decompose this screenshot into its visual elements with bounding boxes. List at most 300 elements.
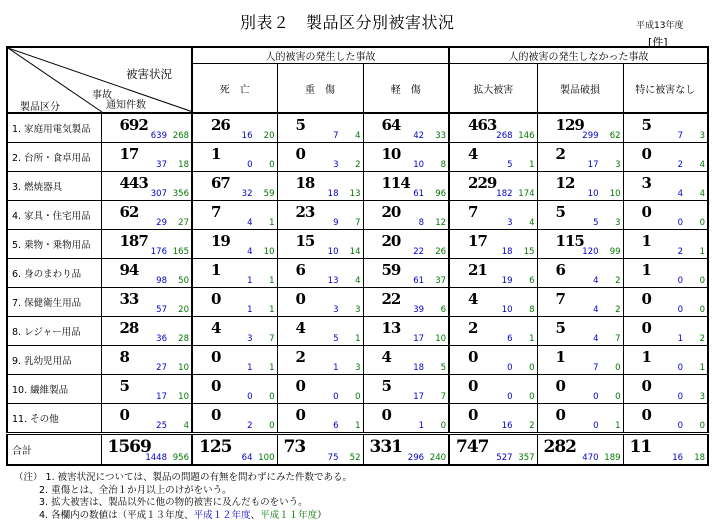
col-header-minor-injury: 軽 傷 (363, 64, 449, 114)
value-current: 6 (295, 261, 305, 279)
value-two-years-ago: 956 (172, 453, 189, 463)
value-two-years-ago: 5 (440, 363, 447, 373)
value-two-years-ago: 26 (435, 247, 447, 257)
value-prev-year: 18 (413, 363, 425, 373)
cell-product-damage (537, 201, 623, 230)
value-current: 2 (555, 145, 565, 163)
value-current: 28 (119, 319, 139, 337)
value-two-years-ago: 99 (609, 247, 621, 257)
cell-minor-injury (363, 113, 449, 143)
group-header-no-injury: 人的被害の発生しなかった事故 (449, 47, 708, 64)
value-two-years-ago: 8 (529, 305, 535, 315)
cell-total (101, 201, 192, 230)
cell-serious-injury (277, 375, 363, 404)
value-two-years-ago: 62 (609, 131, 621, 141)
cell-extended-damage (449, 288, 537, 317)
value-prev-year: 32 (241, 189, 253, 199)
value-current: 2 (468, 319, 478, 337)
value-prev-year: 176 (150, 247, 167, 257)
value-prev-year: 36 (156, 334, 167, 344)
value-prev-year: 10 (587, 189, 599, 199)
value-two-years-ago: 10 (178, 392, 189, 402)
value-two-years-ago: 1 (699, 363, 706, 373)
category-label: 4. 家具・住宅用品 (7, 201, 101, 230)
value-current: 1 (641, 348, 651, 366)
col-header-product-damage: 製品破損 (537, 64, 623, 114)
value-prev-year: 0 (677, 392, 684, 402)
value-current: 20 (381, 203, 401, 221)
value-current: 0 (381, 406, 391, 424)
cell-extended-damage (449, 230, 537, 259)
value-two-years-ago: 7 (269, 334, 275, 344)
cell-product-damage (537, 317, 623, 346)
note-1: 1. 被害状況については、製品の問題の有無を問わずにみた件数である。 (45, 472, 352, 483)
col-header-extended-damage: 拡大被害 (449, 64, 537, 114)
value-current: 0 (211, 377, 221, 395)
value-two-years-ago: 174 (518, 189, 535, 199)
table-row (7, 346, 708, 375)
value-current: 4 (468, 290, 478, 308)
value-two-years-ago: 20 (178, 305, 189, 315)
value-two-years-ago: 0 (269, 421, 275, 431)
value-current: 0 (468, 348, 478, 366)
value-current: 17 (468, 232, 487, 250)
value-two-years-ago: 0 (529, 363, 535, 373)
cell-total (101, 404, 192, 434)
cell-product-damage (537, 375, 623, 404)
table-row (7, 317, 708, 346)
value-two-years-ago: 3 (615, 218, 621, 228)
value-two-years-ago: 18 (178, 160, 189, 170)
value-prev-year: 22 (413, 247, 425, 257)
value-prev-year: 16 (241, 131, 253, 141)
value-current: 0 (119, 406, 129, 424)
corner-damage-status: 被害状況 (126, 67, 172, 81)
cell-product-damage (537, 434, 623, 466)
cell-minor-injury (363, 230, 449, 259)
value-current: 4 (381, 348, 391, 366)
table-row (7, 201, 708, 230)
cell-serious-injury (277, 288, 363, 317)
value-two-years-ago: 3 (615, 160, 621, 170)
value-prev-year: 0 (677, 305, 684, 315)
value-prev-year: 9 (333, 218, 339, 228)
value-current: 692 (119, 116, 148, 134)
notes (14, 472, 352, 522)
value-current: 33 (119, 290, 139, 308)
cell-serious-injury (277, 434, 363, 466)
value-two-years-ago: 37 (435, 276, 447, 286)
value-two-years-ago: 4 (699, 160, 706, 170)
cell-death (192, 230, 277, 259)
value-two-years-ago: 100 (258, 453, 275, 463)
value-current: 5 (381, 377, 391, 395)
value-current: 2 (295, 348, 305, 366)
value-prev-year: 10 (327, 247, 339, 257)
cell-extended-damage (449, 143, 537, 172)
value-prev-year: 61 (413, 276, 425, 286)
cell-total (101, 288, 192, 317)
cell-product-damage (537, 346, 623, 375)
value-current: 0 (295, 377, 305, 395)
category-label: 11. その他 (7, 404, 101, 434)
value-two-years-ago: 96 (435, 189, 447, 199)
cell-total (101, 113, 192, 143)
value-prev-year: 0 (593, 421, 599, 431)
value-two-years-ago: 0 (529, 392, 535, 402)
value-current: 115 (555, 232, 584, 250)
value-prev-year: 4 (593, 334, 599, 344)
value-current: 4 (295, 319, 305, 337)
value-prev-year: 0 (677, 218, 684, 228)
value-prev-year: 3 (333, 305, 339, 315)
value-two-years-ago: 13 (349, 189, 361, 199)
value-current: 0 (641, 290, 651, 308)
cell-serious-injury (277, 113, 363, 143)
cell-serious-injury (277, 201, 363, 230)
value-prev-year: 1448 (145, 453, 167, 463)
value-two-years-ago: 0 (699, 305, 706, 315)
fiscal-year-label: 平成13年度 (636, 21, 684, 31)
value-two-years-ago: 2 (529, 421, 535, 431)
value-two-years-ago: 4 (529, 218, 535, 228)
table-row (7, 172, 708, 201)
cell-total (101, 434, 192, 466)
cell-minor-injury (363, 404, 449, 434)
value-two-years-ago: 2 (699, 334, 706, 344)
cell-total (101, 259, 192, 288)
value-two-years-ago: 1 (269, 305, 275, 315)
cell-no-damage (623, 346, 708, 375)
value-current: 1 (641, 232, 651, 250)
value-two-years-ago: 14 (349, 247, 361, 257)
value-two-years-ago: 0 (699, 421, 706, 431)
value-current: 0 (211, 348, 221, 366)
cell-no-damage (623, 113, 708, 143)
value-prev-year: 296 (407, 453, 425, 463)
value-current: 0 (641, 203, 651, 221)
value-two-years-ago: 240 (429, 453, 447, 463)
value-two-years-ago: 2 (355, 160, 361, 170)
value-current: 0 (295, 406, 305, 424)
value-current: 114 (381, 174, 410, 192)
value-current: 15 (295, 232, 315, 250)
value-prev-year: 16 (672, 453, 684, 463)
cell-serious-injury (277, 143, 363, 172)
value-current: 13 (381, 319, 401, 337)
cell-no-damage (623, 404, 708, 434)
value-two-years-ago: 59 (263, 189, 275, 199)
cell-death (192, 143, 277, 172)
value-two-years-ago: 165 (172, 247, 189, 257)
value-current: 7 (468, 203, 478, 221)
note-4-close: ） (317, 509, 327, 521)
value-prev-year: 3 (507, 218, 513, 228)
value-two-years-ago: 4 (355, 131, 361, 141)
table-row (7, 230, 708, 259)
cell-minor-injury (363, 143, 449, 172)
value-two-years-ago: 4 (355, 276, 361, 286)
value-current: 1 (555, 348, 565, 366)
value-current: 1 (641, 261, 651, 279)
value-two-years-ago: 4 (699, 189, 706, 199)
cell-minor-injury (363, 346, 449, 375)
value-prev-year: 17 (413, 392, 425, 402)
value-prev-year: 182 (496, 189, 513, 199)
category-label: 9. 乳幼児用品 (7, 346, 101, 375)
value-current: 5 (119, 377, 129, 395)
cell-extended-damage (449, 201, 537, 230)
cell-extended-damage (449, 259, 537, 288)
value-current: 0 (641, 406, 651, 424)
value-two-years-ago: 3 (355, 305, 361, 315)
value-two-years-ago: 8 (440, 160, 447, 170)
note-2: 2. 重傷とは、全治１か月以上のけがをいう。 (39, 484, 232, 496)
value-two-years-ago: 357 (518, 453, 535, 463)
value-two-years-ago: 1 (269, 218, 275, 228)
value-two-years-ago: 0 (615, 363, 621, 373)
total-row (7, 434, 708, 466)
cell-minor-injury (363, 288, 449, 317)
cell-serious-injury (277, 259, 363, 288)
damage-table (6, 46, 709, 466)
cell-no-damage (623, 230, 708, 259)
cell-extended-damage (449, 172, 537, 201)
value-two-years-ago: 10 (435, 334, 447, 344)
value-two-years-ago: 50 (178, 276, 189, 286)
cell-product-damage (537, 172, 623, 201)
value-two-years-ago: 1 (355, 421, 361, 431)
value-two-years-ago: 189 (604, 453, 621, 463)
cell-serious-injury (277, 404, 363, 434)
value-prev-year: 17 (413, 334, 425, 344)
value-current: 0 (641, 319, 651, 337)
cell-death (192, 172, 277, 201)
cell-serious-injury (277, 172, 363, 201)
value-prev-year: 1 (247, 276, 253, 286)
cell-no-damage (623, 259, 708, 288)
value-two-years-ago: 1 (699, 247, 706, 257)
value-prev-year: 98 (156, 276, 167, 286)
value-current: 17 (119, 145, 139, 163)
value-two-years-ago: 2 (615, 276, 621, 286)
value-prev-year: 18 (501, 247, 513, 257)
note-4 (14, 510, 352, 523)
value-prev-year: 37 (156, 160, 167, 170)
value-prev-year: 4 (247, 218, 253, 228)
category-label: 8. レジャー用品 (7, 317, 101, 346)
value-prev-year: 5 (507, 160, 513, 170)
value-prev-year: 1 (247, 363, 253, 373)
col-header-death: 死 亡 (192, 64, 277, 114)
value-prev-year: 5 (593, 218, 599, 228)
value-prev-year: 8 (418, 218, 425, 228)
cell-no-damage (623, 201, 708, 230)
table-row (7, 143, 708, 172)
value-prev-year: 4 (593, 276, 599, 286)
value-current: 4 (468, 145, 478, 163)
cell-product-damage (537, 288, 623, 317)
value-prev-year: 29 (156, 218, 167, 228)
cell-no-damage (623, 172, 708, 201)
value-current: 64 (381, 116, 401, 134)
value-current: 0 (641, 377, 651, 395)
value-prev-year: 0 (507, 392, 513, 402)
value-prev-year: 0 (677, 363, 684, 373)
value-current: 8 (119, 348, 129, 366)
value-current: 1 (211, 145, 221, 163)
cell-extended-damage (449, 346, 537, 375)
cell-product-damage (537, 404, 623, 434)
group-header-injury: 人的被害の発生した事故 (192, 47, 449, 64)
category-label: 7. 保健衛生用品 (7, 288, 101, 317)
corner-product-category: 製品区分 (20, 102, 60, 113)
value-two-years-ago: 52 (349, 453, 361, 463)
category-label: 1. 家庭用電気製品 (7, 113, 101, 143)
value-current: 463 (468, 116, 497, 134)
value-current: 7 (211, 203, 221, 221)
cell-extended-damage (449, 317, 537, 346)
cell-minor-injury (363, 434, 449, 466)
value-prev-year: 42 (413, 131, 425, 141)
value-two-years-ago: 27 (178, 218, 189, 228)
value-two-years-ago: 3 (699, 131, 706, 141)
corner-notification-count: 通知件数 (106, 100, 146, 111)
value-prev-year: 1 (333, 363, 339, 373)
value-two-years-ago: 33 (435, 131, 447, 141)
value-two-years-ago: 146 (518, 131, 535, 141)
value-current: 20 (381, 232, 401, 250)
value-prev-year: 27 (156, 363, 167, 373)
value-current: 0 (295, 290, 305, 308)
value-two-years-ago: 1 (529, 160, 535, 170)
cell-serious-injury (277, 317, 363, 346)
value-two-years-ago: 15 (523, 247, 535, 257)
value-prev-year: 61 (413, 189, 425, 199)
cell-death (192, 375, 277, 404)
value-two-years-ago: 18 (694, 453, 706, 463)
note-4-sep: 、 (250, 509, 261, 521)
value-current: 11 (629, 437, 652, 457)
value-prev-year: 0 (247, 392, 253, 402)
col-header-serious-injury: 重 傷 (277, 64, 363, 114)
value-prev-year: 1 (677, 334, 684, 344)
cell-total (101, 375, 192, 404)
category-label: 10. 繊維製品 (7, 375, 101, 404)
value-two-years-ago: 7 (440, 392, 447, 402)
cell-serious-injury (277, 230, 363, 259)
value-prev-year: 0 (247, 160, 253, 170)
value-prev-year: 0 (677, 276, 684, 286)
category-label: 6. 身のまわり品 (7, 259, 101, 288)
unit-label: [件] (648, 36, 668, 49)
value-two-years-ago: 6 (529, 276, 535, 286)
cell-total (101, 317, 192, 346)
value-prev-year: 6 (333, 421, 339, 431)
cell-no-damage (623, 375, 708, 404)
value-current: 0 (641, 145, 651, 163)
value-two-years-ago: 0 (699, 218, 706, 228)
cell-no-damage (623, 143, 708, 172)
cell-product-damage (537, 143, 623, 172)
value-prev-year: 39 (413, 305, 425, 315)
value-current: 1569 (107, 437, 151, 457)
cell-minor-injury (363, 201, 449, 230)
cell-minor-injury (363, 172, 449, 201)
cell-death (192, 201, 277, 230)
value-prev-year: 120 (582, 247, 599, 257)
value-prev-year: 7 (593, 363, 599, 373)
cell-minor-injury (363, 317, 449, 346)
value-prev-year: 10 (501, 305, 513, 315)
category-label: 5. 乗物・乗物用品 (7, 230, 101, 259)
value-prev-year: 3 (247, 334, 253, 344)
value-two-years-ago: 7 (355, 218, 361, 228)
value-two-years-ago: 1 (269, 363, 275, 373)
cell-total (101, 172, 192, 201)
cell-product-damage (537, 113, 623, 143)
value-prev-year: 57 (156, 305, 167, 315)
cell-total (101, 346, 192, 375)
value-prev-year: 17 (587, 160, 599, 170)
cell-total (101, 143, 192, 172)
cell-extended-damage (449, 375, 537, 404)
value-prev-year: 6 (507, 334, 513, 344)
value-prev-year: 4 (593, 305, 599, 315)
value-prev-year: 7 (333, 131, 339, 141)
value-prev-year: 470 (582, 453, 599, 463)
table-row (7, 259, 708, 288)
value-prev-year: 307 (150, 189, 167, 199)
value-current: 0 (555, 406, 565, 424)
value-current: 187 (119, 232, 148, 250)
value-current: 747 (456, 437, 489, 457)
value-current: 4 (211, 319, 221, 337)
cell-death (192, 259, 277, 288)
cell-death (192, 317, 277, 346)
value-two-years-ago: 1 (269, 276, 275, 286)
value-current: 5 (641, 116, 651, 134)
value-two-years-ago: 0 (699, 276, 706, 286)
value-prev-year: 2 (677, 160, 684, 170)
value-two-years-ago: 10 (263, 247, 275, 257)
value-current: 125 (199, 437, 232, 457)
value-two-years-ago: 28 (178, 334, 189, 344)
corner-accident: 事故 (92, 90, 112, 101)
category-label: 3. 燃焼器具 (7, 172, 101, 201)
value-two-years-ago: 1 (355, 334, 361, 344)
value-prev-year: 2 (677, 247, 684, 257)
page-title: 別表２ 製品区分別被害状況 (240, 13, 455, 32)
value-prev-year: 527 (496, 453, 513, 463)
col-header-no-damage: 特に被害なし (623, 64, 708, 114)
value-current: 0 (211, 290, 221, 308)
value-two-years-ago: 3 (355, 363, 361, 373)
value-current: 19 (211, 232, 230, 250)
value-current: 22 (381, 290, 401, 308)
value-current: 10 (381, 145, 401, 163)
value-current: 6 (555, 261, 565, 279)
cell-no-damage (623, 288, 708, 317)
value-current: 23 (295, 203, 315, 221)
cell-total (101, 230, 192, 259)
value-current: 5 (555, 319, 565, 337)
value-current: 0 (468, 377, 478, 395)
value-prev-year: 5 (333, 334, 339, 344)
value-current: 21 (468, 261, 487, 279)
cell-extended-damage (449, 404, 537, 434)
cell-death (192, 288, 277, 317)
